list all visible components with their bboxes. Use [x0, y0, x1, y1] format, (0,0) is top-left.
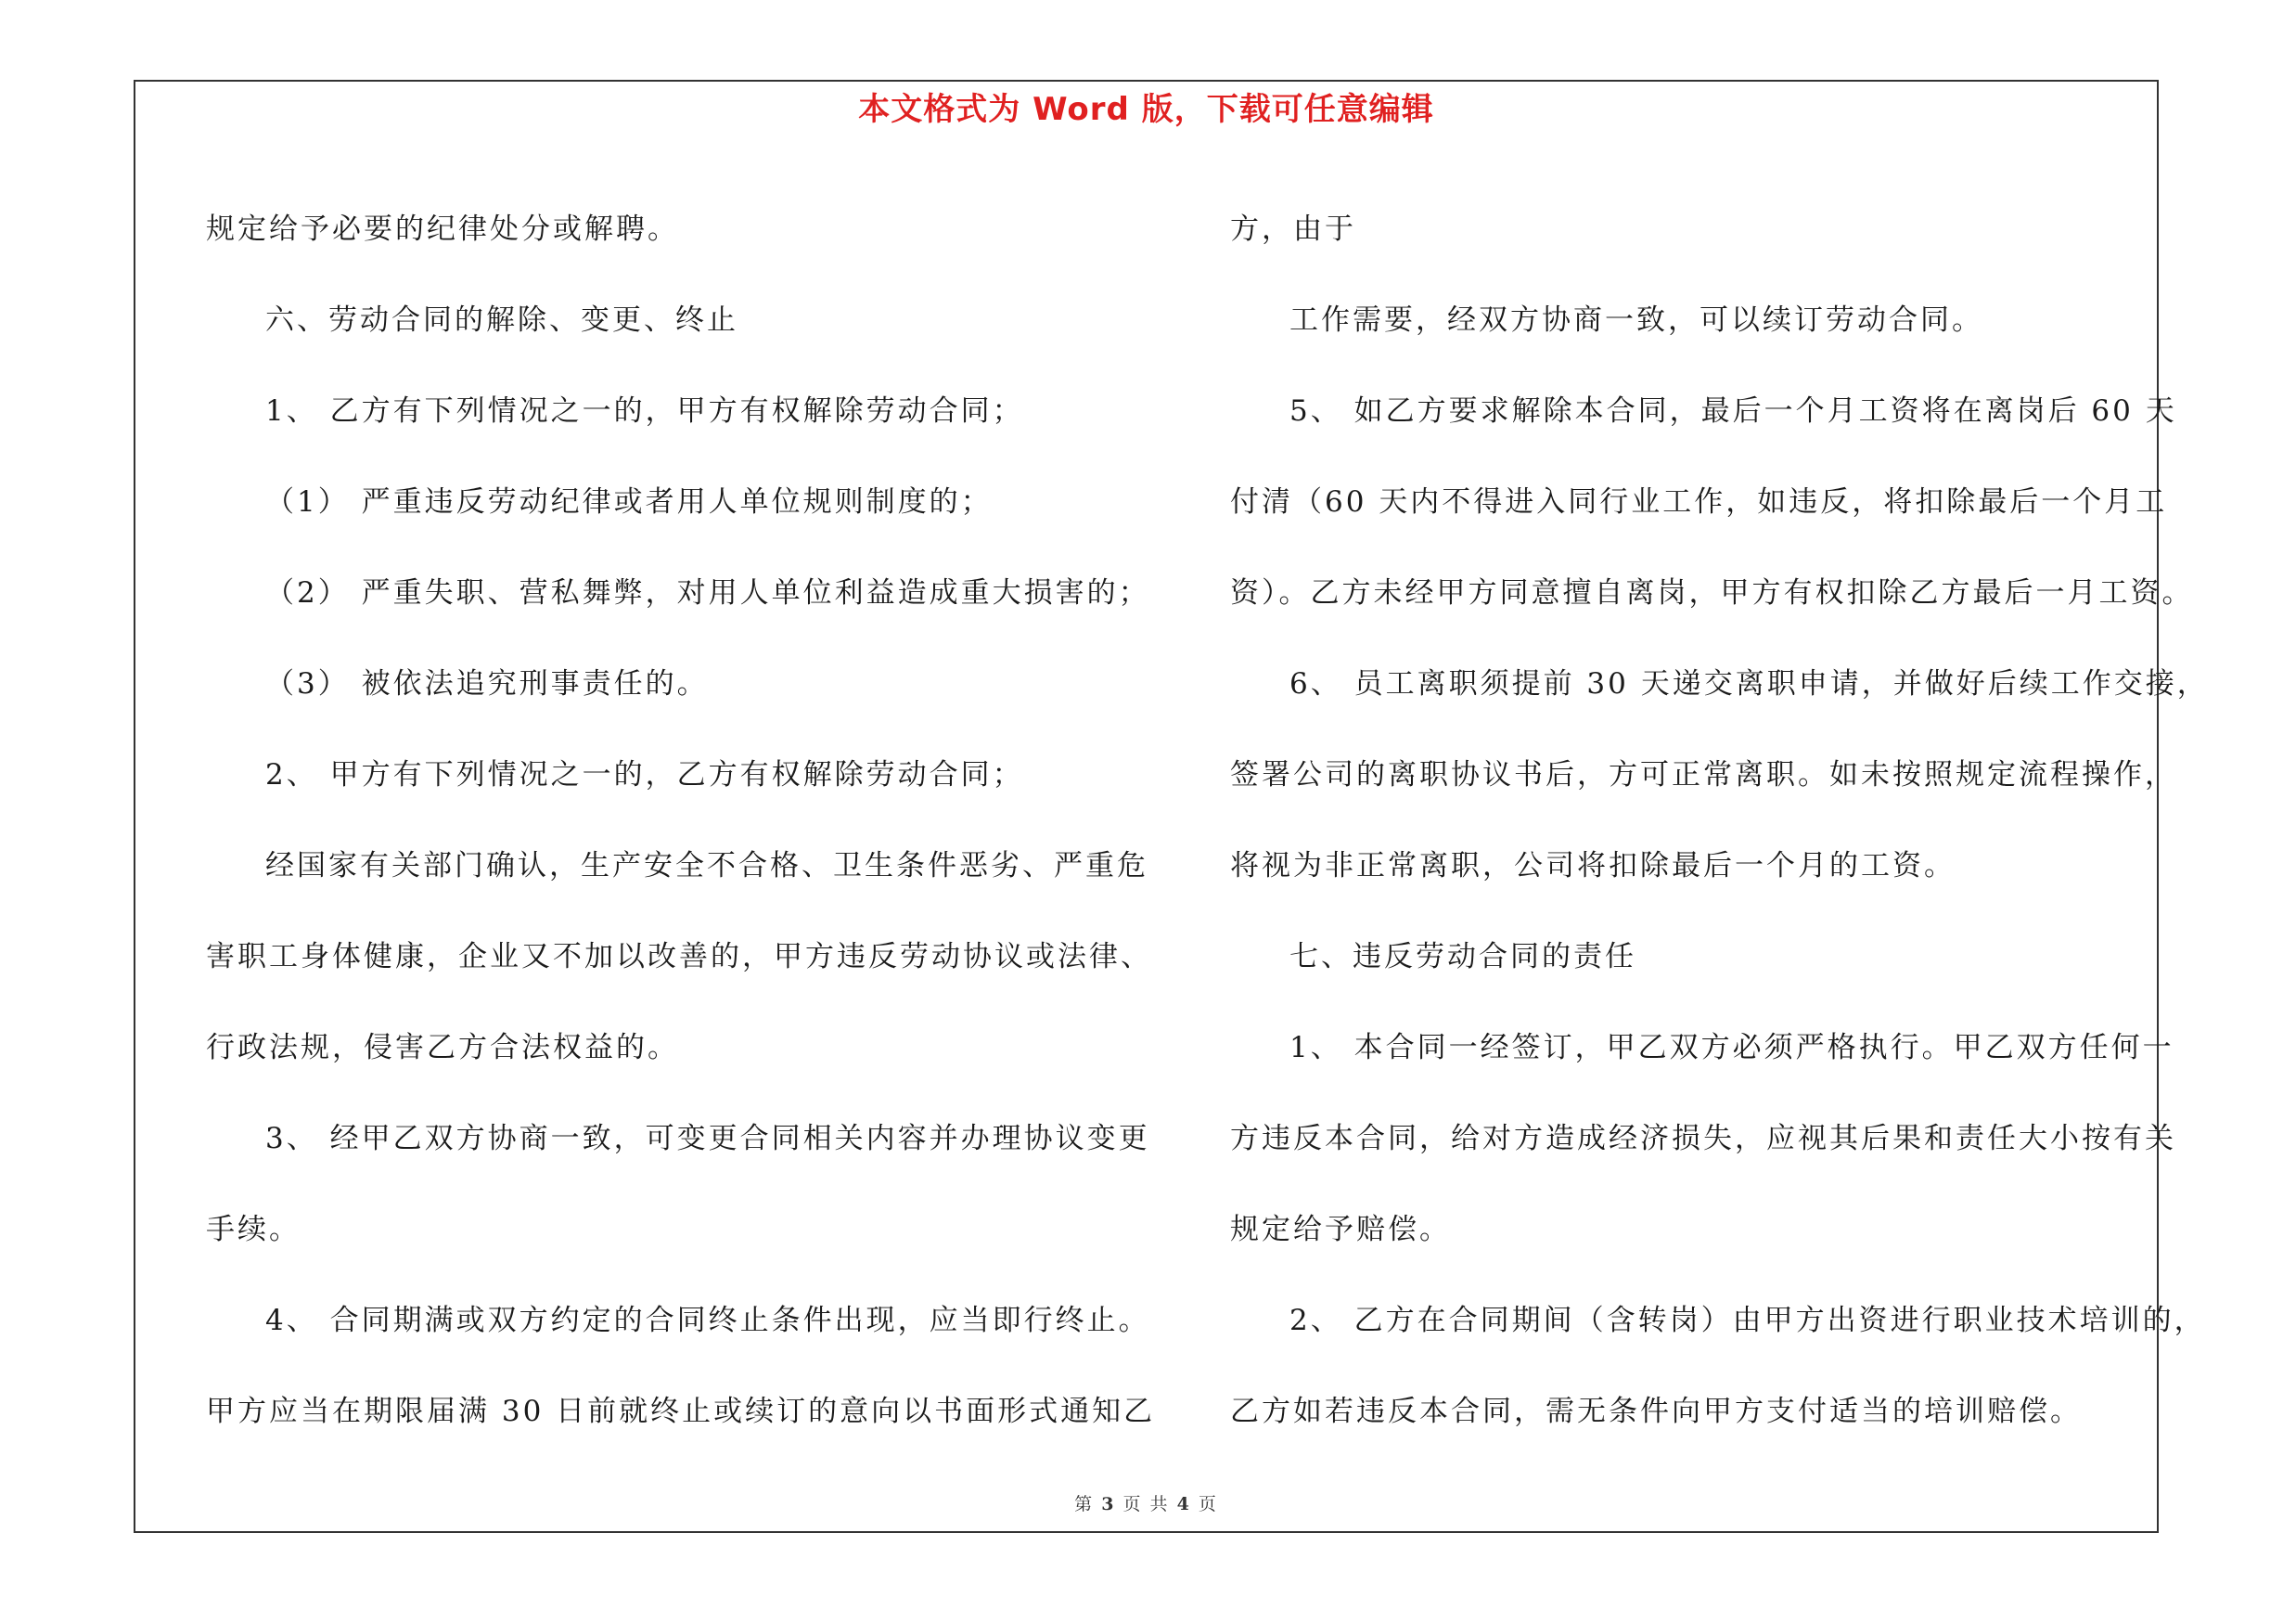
text-line: 6、 员工离职须提前 30 天递交离职申请，并做好后续工作交接，	[1289, 667, 2209, 701]
left-column	[206, 184, 1156, 1457]
text-line: 将视为非正常离职，公司将扣除最后一个月的工资。	[1230, 849, 1956, 882]
page-footer	[134, 1490, 2159, 1515]
footer-prefix: 第	[1074, 1494, 1095, 1514]
text-line: 经国家有关部门确认，生产安全不合格、卫生条件恶劣、严重危	[265, 849, 1148, 882]
total-pages-number: 4	[1176, 1494, 1191, 1514]
text-line: 乙方如若违反本合同，需无条件向甲方支付适当的培训赔偿。	[1230, 1395, 2082, 1428]
text-line: 害职工身体健康，企业又不加以改善的，甲方违反劳动协议或法律、	[206, 940, 1152, 973]
text-line: 手续。	[206, 1213, 301, 1246]
text-line: 资）。乙方未经甲方同意擅自离岗，甲方有权扣除乙方最后一月工资。	[1230, 576, 2194, 610]
text-line: 2、 甲方有下列情况之一的，乙方有权解除劳动合同；	[265, 758, 1024, 792]
text-line: 六、劳动合同的解除、变更、终止	[265, 303, 738, 337]
text-line: 1、 本合同一经签订，甲乙双方必须严格执行。甲乙双方任何一	[1289, 1031, 2174, 1064]
text-line: 工作需要，经双方协商一致，可以续订劳动合同。	[1289, 303, 1983, 337]
footer-middle: 页 共	[1122, 1494, 1170, 1514]
text-line: 付清（60 天内不得进入同行业工作，如违反，将扣除最后一个月工	[1230, 485, 2168, 519]
text-line: 2、 乙方在合同期间（含转岗）由甲方出资进行职业技术培训的，	[1289, 1304, 2206, 1337]
text-line: 规定给予赔偿。	[1230, 1213, 1451, 1246]
text-line: （3） 被依法追究刑事责任的。	[265, 667, 709, 701]
text-line: 甲方应当在期限届满 30 日前就终止或续订的意向以书面形式通知乙	[206, 1395, 1156, 1428]
footer-suffix: 页	[1198, 1494, 1218, 1514]
text-line: 行政法规，侵害乙方合法权益的。	[206, 1031, 679, 1064]
text-line: 签署公司的离职协议书后，方可正常离职。如未按照规定流程操作，	[1230, 758, 2176, 792]
text-line: 七、违反劳动合同的责任	[1289, 940, 1636, 973]
text-line: 规定给予必要的纪律处分或解聘。	[206, 213, 679, 246]
text-line: 3、 经甲乙双方协商一致，可变更合同相关内容并办理协议变更	[265, 1122, 1150, 1155]
text-line: 4、 合同期满或双方约定的合同终止条件出现，应当即行终止。	[265, 1304, 1150, 1337]
text-line: （2） 严重失职、营私舞弊，对用人单位利益造成重大损害的；	[265, 576, 1150, 610]
header-banner: 本文格式为 Word 版，下载可任意编辑	[858, 91, 1434, 128]
text-line: 1、 乙方有下列情况之一的，甲方有权解除劳动合同；	[265, 394, 1024, 428]
text-line: 方违反本合同，给对方造成经济损失，应视其后果和责任大小按有关	[1230, 1122, 2176, 1155]
text-line: （1） 严重违反劳动纪律或者用人单位规则制度的；	[265, 485, 993, 519]
current-page-number: 3	[1101, 1494, 1116, 1514]
text-line: 5、 如乙方要求解除本合同，最后一个月工资将在离岗后 60 天	[1289, 394, 2177, 428]
text-line: 方，由于	[1230, 213, 1356, 246]
right-column	[1230, 184, 2209, 1457]
